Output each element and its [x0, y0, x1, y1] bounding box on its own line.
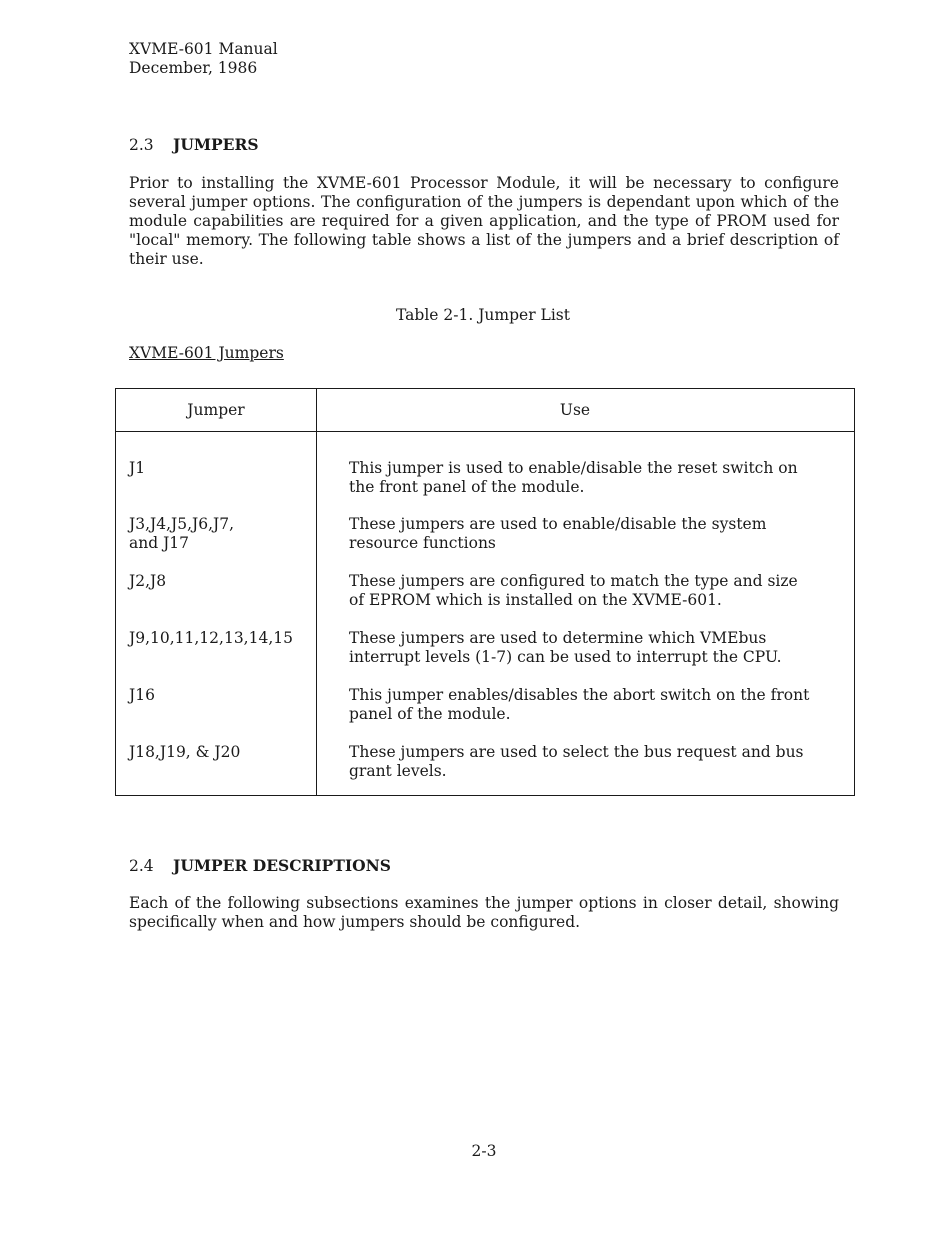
section-heading-descriptions	[129, 856, 391, 876]
jumper-cell	[129, 572, 314, 591]
section-heading-jumpers	[129, 135, 259, 155]
section-title: JUMPER DESCRIPTIONS	[173, 856, 391, 875]
jumper-cell	[129, 459, 314, 478]
column-divider	[316, 389, 317, 795]
page-number: 2-3	[471, 1142, 497, 1160]
use-cell	[349, 686, 841, 724]
table-title: XVME-601 Jumpers	[129, 344, 284, 362]
use-cell	[349, 572, 841, 610]
jumper-id: J2,J8	[129, 572, 167, 590]
use-cell	[349, 459, 841, 497]
use-text-cont: grant levels.	[349, 762, 447, 780]
jumper-id: J1	[129, 459, 146, 477]
section-body-descriptions: Each of the following subsections examines the jumper options in closer detail, showing specifically when and how jumpers should be configured.	[129, 894, 839, 931]
jumper-cell	[129, 629, 314, 648]
section-number: 2.4	[129, 857, 154, 875]
jumper-table	[115, 388, 855, 796]
jumper-id: J9,10,11,12,13,14,15	[129, 629, 293, 647]
header-divider	[116, 431, 854, 432]
jumper-id: J18,J19, & J20	[129, 743, 241, 761]
manual-title: XVME-601 Manual	[129, 40, 278, 58]
section-title: JUMPERS	[173, 135, 259, 154]
use-cell	[349, 743, 841, 781]
use-text-cont: of EPROM which is installed on the XVME-601.	[349, 591, 722, 609]
section-number: 2.3	[129, 136, 154, 154]
jumper-id-cont: and J17	[129, 534, 190, 552]
document-header	[129, 40, 278, 78]
jumper-id: J16	[129, 686, 155, 704]
column-header-use: Use	[559, 401, 591, 419]
use-text-cont: resource functions	[349, 534, 496, 552]
use-text-cont: interrupt levels (1-7) can be used to interrupt the CPU.	[349, 648, 782, 666]
use-text: These jumpers are configured to match the type and size	[349, 572, 798, 590]
use-text: These jumpers are used to select the bus request and bus	[349, 743, 804, 761]
column-header-jumper: Jumper	[187, 401, 245, 419]
use-cell	[349, 515, 841, 553]
jumper-cell	[129, 515, 314, 553]
table-caption: Table 2-1. Jumper List	[396, 306, 570, 324]
use-text: These jumpers are used to enable/disable the system	[349, 515, 767, 533]
use-text: This jumper enables/disables the abort switch on the front	[349, 686, 810, 704]
jumper-cell	[129, 686, 314, 705]
jumper-id: J3,J4,J5,J6,J7,	[129, 515, 235, 533]
use-text: These jumpers are used to determine which VMEbus	[349, 629, 767, 647]
use-text-cont: the front panel of the module.	[349, 478, 585, 496]
manual-date: December, 1986	[129, 59, 258, 77]
use-text: This jumper is used to enable/disable the reset switch on	[349, 459, 798, 477]
use-text-cont: panel of the module.	[349, 705, 511, 723]
use-cell	[349, 629, 841, 667]
section-body-jumpers: Prior to installing the XVME-601 Processor Module, it will be necessary to configure several jumper options. The configuration of the jumpers is dependant upon which of the module capabilities are required for a given application, and the type of PROM used for "local" memory. The following table shows a list of the jumpers and a brief description of their use.	[129, 174, 839, 268]
jumper-cell	[129, 743, 314, 762]
